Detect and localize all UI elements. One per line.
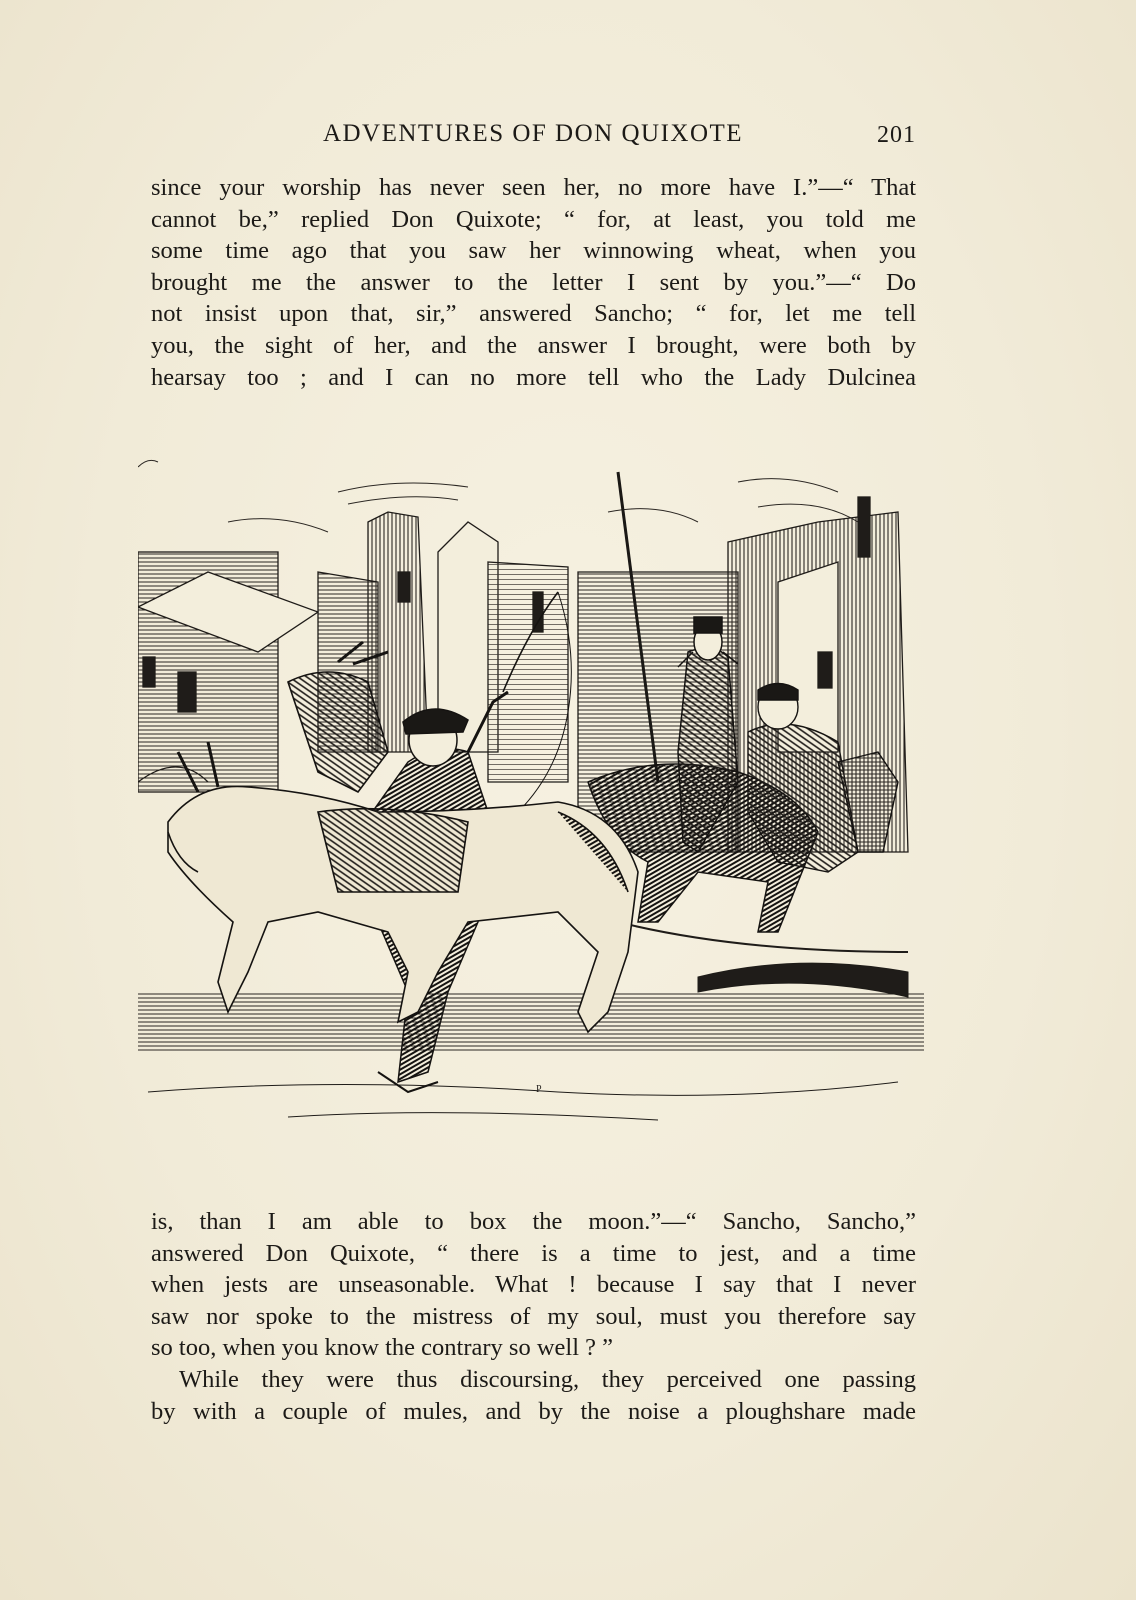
text-line: saw nor spoke to the mistress of my soul, must you therefore say	[151, 1302, 916, 1330]
text-line: when jests are unseasonable. What ! because I say that I never	[151, 1271, 916, 1299]
text-line: some time ago that you saw her winnowing wheat, when you	[151, 237, 916, 265]
text-line: brought me the answer to the letter I sent by you.”—“ Do	[151, 268, 916, 296]
text-line: is, than I am able to box the moon.”—“ Sancho, Sancho,”	[151, 1208, 916, 1235]
running-head	[150, 118, 916, 152]
text-line: answered Don Quixote, “ there is a time to jest, and a time	[151, 1239, 916, 1267]
running-title: ADVENTURES OF DON QUIXOTE	[322, 120, 744, 147]
text-line: since your worship has never seen her, no more have I.”—“ That	[151, 174, 916, 201]
bottom-paragraph	[151, 1206, 916, 1427]
text-line: not insist upon that, sir,” answered Sancho; “ for, let me tell	[151, 300, 916, 328]
engraving-illustration	[138, 452, 924, 1142]
text-line: While they were thus discoursing, they perceived one passing	[179, 1365, 916, 1393]
left-houses	[138, 552, 318, 792]
text-line: by with a couple of mules, and by the noise a ploughshare made	[151, 1397, 916, 1425]
text-line: hearsay too ; and I can no more tell who the Lady Dulcinea	[151, 363, 916, 391]
top-paragraph	[151, 172, 916, 393]
engraver-signature: P	[536, 1084, 542, 1095]
sky-strokes	[138, 460, 858, 532]
page-number: 201	[877, 122, 916, 148]
text-line: cannot be,” replied Don Quixote; “ for, at least, you told me	[151, 205, 916, 233]
text-line: so too, when you know the contrary so well ? ”	[151, 1334, 613, 1362]
text-line: you, the sight of her, and the answer I brought, were both by	[151, 331, 916, 359]
